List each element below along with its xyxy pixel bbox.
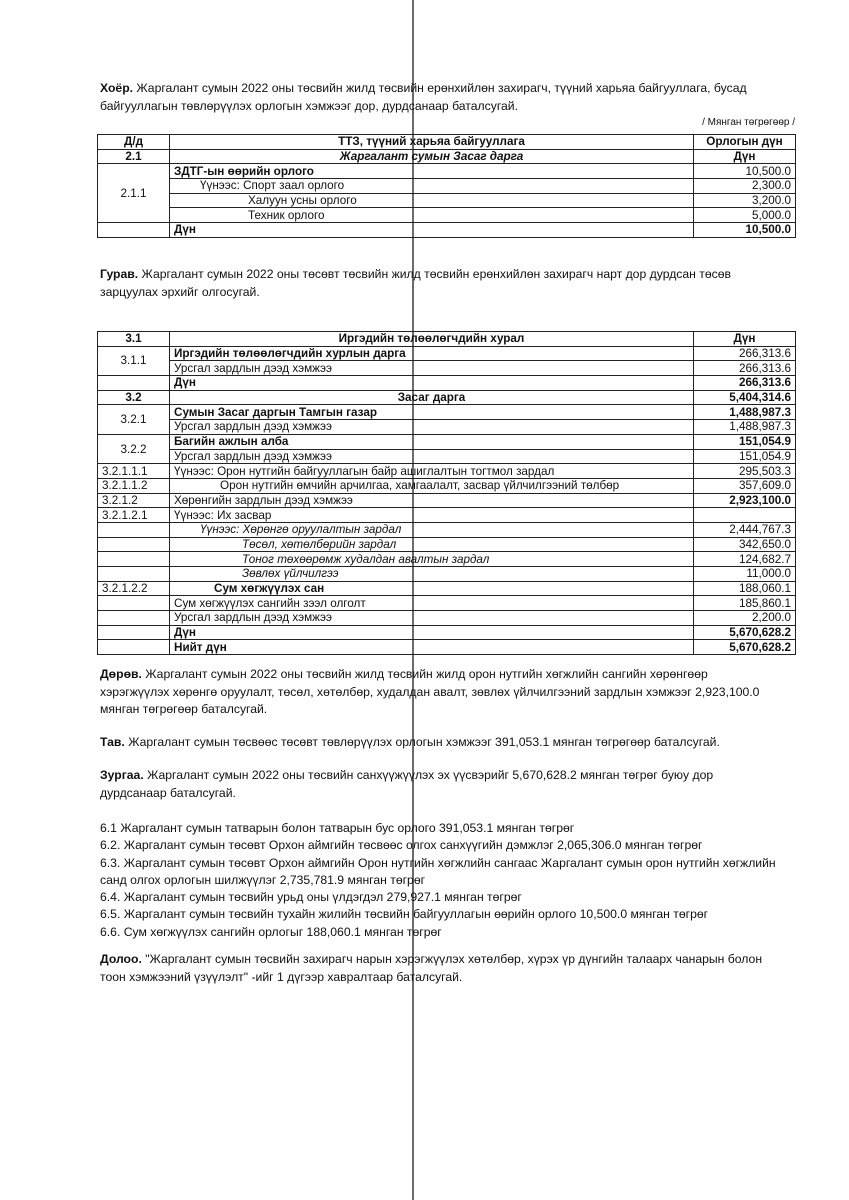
- row-name: Багийн ажлын алба: [170, 434, 694, 449]
- row-name: Иргэдийн төлөөлөгчдийн хурал: [170, 332, 694, 347]
- row-code: [98, 552, 170, 567]
- table-row: [98, 164, 796, 179]
- row-code: 3.2.2: [98, 434, 170, 463]
- table-row: [98, 522, 796, 537]
- list-item: 6.3. Жаргалант сумын төсөвт Орхон аймгийн Орон нутгийн хөгжлийн сангаас Жаргалант сумын орон нутгийн хөгжлийн санд олгох орлогын шилжүүлэг 2,735,781.9 мянган төгрөг: [100, 855, 776, 887]
- row-code: [98, 567, 170, 582]
- row-name: Тоног төхөөрөмж худалдан авалтын зардал: [170, 552, 694, 567]
- row-amount: 2,200.0: [694, 611, 796, 626]
- paragraph-four: [100, 666, 780, 719]
- table-header-row: [98, 135, 796, 150]
- row-amount: Дүн: [694, 332, 796, 347]
- row-amount: 266,313.6: [694, 376, 796, 391]
- row-name: Дүн: [170, 223, 694, 238]
- table-row: [98, 223, 796, 238]
- paragraph-two: [100, 80, 780, 115]
- table-row: [98, 193, 796, 208]
- row-name: Үүнээс: Их засвар: [170, 508, 694, 523]
- row-code: 3.2: [98, 390, 170, 405]
- row-name: Жаргалант сумын Засаг дарга: [170, 149, 694, 164]
- table-row: [98, 493, 796, 508]
- paragraph-seven-text: "Жаргалант сумын төсвийн захирагч нарын хэрэгжүүлэх хөтөлбөр, хүрэх үр дүнгийн талаарх чанарын болон тоон хэмжээний үзүүлэлт" -ийг 1 дүгээр хавралтаар баталсугай.: [100, 952, 763, 984]
- row-name: Урсгал зардлын дээд хэмжээ: [170, 361, 694, 376]
- row-name: Хөрөнгийн зардлын дээд хэмжээ: [170, 493, 694, 508]
- row-amount: 2,300.0: [694, 179, 796, 194]
- row-code: [98, 611, 170, 626]
- row-name: Урсгал зардлын дээд хэмжээ: [170, 611, 694, 626]
- paragraph-four-text: Жаргалант сумын 2022 оны төсвийн жилд төсвийн жилд орон нутгийн хөгжлийн сангийн хөрөнгөөр хэрэгжүүлэх хөрөнгө оруулалт, төсөл, хөтөлбөр, худалдан авалт, зөвлөх үйлчилгээний зардлын хэмжээг 2,923,100.0 мянган төгрөгөөр баталсугай.: [100, 667, 760, 716]
- row-amount: 1,488,987.3: [694, 405, 796, 420]
- header-code: Д/д: [98, 135, 170, 150]
- row-code: 3.1.1: [98, 346, 170, 375]
- row-code: [98, 640, 170, 655]
- table-row: [98, 390, 796, 405]
- row-name: Иргэдийн төлөөлөгчдийн хурлын дарга: [170, 346, 694, 361]
- row-code: [98, 596, 170, 611]
- row-name: Дүн: [170, 625, 694, 640]
- row-name: Үүнээс: Хөрөнгө оруулалтын зардал: [170, 522, 694, 537]
- table-row: [98, 332, 796, 347]
- row-name: Үүнээс: Орон нутгийн байгууллагын байр ашиглалтын тогтмол зардал: [170, 464, 694, 479]
- row-amount: 3,200.0: [694, 193, 796, 208]
- row-name: Нийт дүн: [170, 640, 694, 655]
- row-name: Дүн: [170, 376, 694, 391]
- paragraph-six-text: Жаргалант сумын 2022 оны төсвийн санхүүжүүлэх эх үүсвэрийг 5,670,628.2 мянган төгрөг буюу дор дурдсанаар баталсугай.: [100, 768, 714, 800]
- table-row: [98, 508, 796, 523]
- row-code: [98, 223, 170, 238]
- table-row: [98, 537, 796, 552]
- paragraph-five-label: Тав.: [100, 735, 125, 749]
- table-row: [98, 611, 796, 626]
- table-row: [98, 567, 796, 582]
- row-amount: 151,054.9: [694, 449, 796, 464]
- list-item: 6.1 Жаргалант сумын татварын болон татварын бус орлого 391,053.1 мянган төгрөг: [100, 821, 575, 835]
- table-row: [98, 420, 796, 435]
- paragraph-four-label: Дөрөв.: [100, 667, 142, 681]
- table-row: [98, 464, 796, 479]
- row-amount: 5,000.0: [694, 208, 796, 223]
- paragraph-three-text: Жаргалант сумын 2022 оны төсөвт төсвийн жилд төсвийн ерөнхийлөн захирагч нарт дор дурдсан төсөв зарцуулах эрхийг олгосугай.: [100, 267, 732, 299]
- row-name: Сум хөгжүүлэх сан: [170, 581, 694, 596]
- row-amount: 295,503.3: [694, 464, 796, 479]
- list-item: 6.2. Жаргалант сумын төсөвт Орхон аймгийн төсвөөс олгох санхүүгийн дэмжлэг 2,065,306.0 мянган төгрөг: [100, 838, 703, 853]
- paragraph-three: [100, 266, 780, 301]
- row-amount: [694, 508, 796, 523]
- row-code: 3.2.1.2: [98, 493, 170, 508]
- table-row: [98, 361, 796, 376]
- row-name: Зөвлөх үйлчилгээ: [170, 567, 694, 582]
- row-amount: 151,054.9: [694, 434, 796, 449]
- table-row: [98, 405, 796, 420]
- row-amount: 124,682.7: [694, 552, 796, 567]
- row-amount: 10,500.0: [694, 164, 796, 179]
- header-amount: Орлогын дүн: [694, 135, 796, 150]
- row-amount: 5,404,314.6: [694, 390, 796, 405]
- table-row: [98, 434, 796, 449]
- row-name: Засаг дарга: [170, 390, 694, 405]
- table-row: [98, 596, 796, 611]
- row-amount: 2,444,767.3: [694, 522, 796, 537]
- list-item: 6.4. Жаргалант сумын төсвийн урьд оны үлдэгдэл 279,927.1 мянган төгрөг: [100, 890, 522, 905]
- row-amount: 342,650.0: [694, 537, 796, 552]
- row-name: Сум хөгжүүлэх сангийн зээл олголт: [170, 596, 694, 611]
- row-code: 3.2.1.1.1: [98, 464, 170, 479]
- row-code: 2.1.1: [98, 164, 170, 223]
- row-amount: Дүн: [694, 149, 796, 164]
- row-code: [98, 625, 170, 640]
- header-name: ТТЗ, түүний харьяа байгууллага: [170, 135, 694, 150]
- list-item: 6.5. Жаргалант сумын төсвийн тухайн жилийн төсвийн байгууллагын өөрийн орлого 10,500.0 мянган төгрөг: [100, 907, 709, 922]
- row-amount: 11,000.0: [694, 567, 796, 582]
- row-amount: 10,500.0: [694, 223, 796, 238]
- row-amount: 266,313.6: [694, 361, 796, 376]
- unit-note: / Мянган төгрөгөөр /: [702, 117, 795, 128]
- paragraph-two-label: Хоёр.: [100, 81, 134, 95]
- row-code: 3.2.1.2.2: [98, 581, 170, 596]
- table-row: [98, 376, 796, 391]
- row-name: Төсөл, хөтөлбөрийн зардал: [170, 537, 694, 552]
- row-code: 2.1: [98, 149, 170, 164]
- row-code: 3.2.1.1.2: [98, 478, 170, 493]
- row-amount: 5,670,628.2: [694, 640, 796, 655]
- row-code: 3.2.1: [98, 405, 170, 434]
- paragraph-six-label: Зургаа.: [100, 768, 144, 782]
- paragraph-six: [100, 767, 780, 802]
- row-name: Халуун усны орлого: [170, 193, 694, 208]
- paragraph-three-label: Гурав.: [100, 267, 139, 281]
- table-row: [98, 640, 796, 655]
- row-name: Урсгал зардлын дээд хэмжээ: [170, 420, 694, 435]
- row-code: [98, 522, 170, 537]
- row-name: Сумын Засаг даргын Тамгын газар: [170, 405, 694, 420]
- expenditure-table: [97, 331, 796, 655]
- paragraph-seven: [100, 951, 780, 986]
- row-name: Үүнээс: Спорт заал орлого: [170, 179, 694, 194]
- row-amount: 185,860.1: [694, 596, 796, 611]
- row-name: Орон нутгийн өмчийн арчилгаа, хамгаалалт, засвар үйлчилгээний төлбөр: [170, 478, 694, 493]
- row-amount: 188,060.1: [694, 581, 796, 596]
- row-code: 3.1: [98, 332, 170, 347]
- table-row: [98, 179, 796, 194]
- funding-source-list: [100, 820, 790, 941]
- table-row: [98, 552, 796, 567]
- table-row: [98, 478, 796, 493]
- table-row: [98, 149, 796, 164]
- paragraph-five-text: Жаргалант сумын төсвөөс төсөвт төвлөрүүлэх орлогын хэмжээг 391,053.1 мянган төгрөгөөр баталсугай.: [124, 735, 720, 749]
- row-name: Урсгал зардлын дээд хэмжээ: [170, 449, 694, 464]
- paragraph-seven-label: Долоо.: [100, 952, 142, 966]
- paragraph-five: [100, 734, 780, 752]
- row-code: [98, 537, 170, 552]
- row-amount: 357,609.0: [694, 478, 796, 493]
- table-row: [98, 581, 796, 596]
- table-row: [98, 208, 796, 223]
- paragraph-two-text: Жаргалант сумын 2022 оны төсвийн жилд төсвийн ерөнхийлөн захирагч, түүний харьяа байгууллага, бусад байгууллагын төвлөрүүлэх орлогын хэмжээг дор, дурдсанаар баталсугай.: [100, 81, 747, 113]
- table-row: [98, 346, 796, 361]
- row-amount: 1,488,987.3: [694, 420, 796, 435]
- row-amount: 2,923,100.0: [694, 493, 796, 508]
- table-row: [98, 625, 796, 640]
- row-name: ЗДТГ-ын өөрийн орлого: [170, 164, 694, 179]
- revenue-table: [97, 134, 796, 238]
- row-amount: 266,313.6: [694, 346, 796, 361]
- list-item: 6.6. Сум хөгжүүлэх сангийн орлогыг 188,060.1 мянган төгрөг: [100, 924, 442, 939]
- table-row: [98, 449, 796, 464]
- row-code: 3.2.1.2.1: [98, 508, 170, 523]
- row-name: Техник орлого: [170, 208, 694, 223]
- row-code: [98, 376, 170, 391]
- row-amount: 5,670,628.2: [694, 625, 796, 640]
